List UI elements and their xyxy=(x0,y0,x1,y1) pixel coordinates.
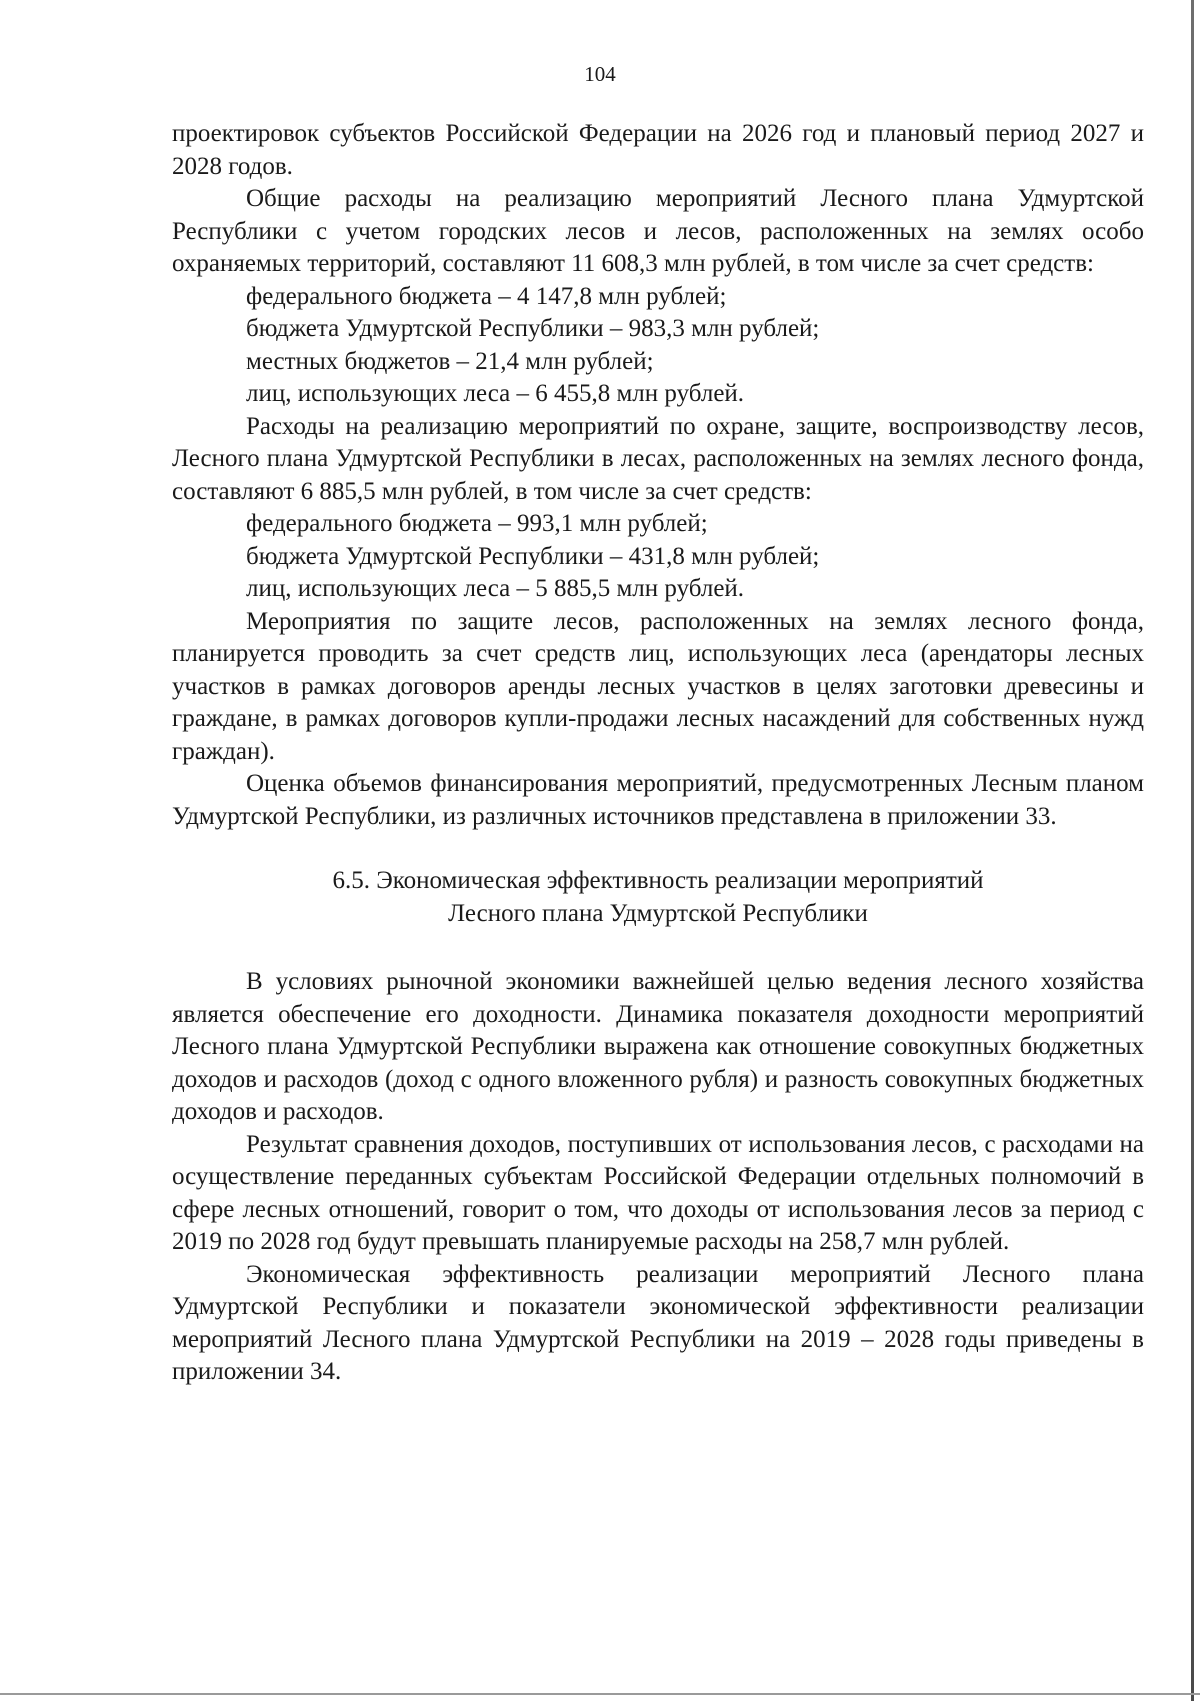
list-item: бюджета Удмуртской Республики – 983,3 млн рублей; xyxy=(246,315,820,342)
page-number: 104 xyxy=(584,62,616,86)
paragraph-economic-efficiency: Экономическая эффективность реализации мероприятий Лесного плана Удмуртской Республики и показатели экономической эффективности реализации мероприятий Лесного плана Удмуртской Республики на 2019 – 2028 годы приведены в приложении 34. xyxy=(172,1260,1144,1385)
paragraph-market-economy: В условиях рыночной экономики важнейшей целью ведения лесного хозяйства является обеспечение его доходности. Динамика показателя доходности мероприятий Лесного плана Удмуртской Республики выражена как отношение совокупных бюджетных доходов и расходов (доход с одного вложенного рубля) и разность совокупных бюджетных доходов и расходов. xyxy=(172,968,1144,1125)
list-item: федерального бюджета – 4 147,8 млн рублей; xyxy=(246,282,727,310)
paragraph-forest-fund-expenses: Расходы на реализацию мероприятий по охране, защите, воспроизводству лесов, Лесного плана Удмуртской Республики в лесах, расположенных на землях лесного фонда, составляют 6 885,5 млн рублей, в том числе за счет средств: xyxy=(172,412,1144,505)
paragraph-total-expenses: Общие расходы на реализацию мероприятий Лесного плана Удмуртской Республики с учетом городских лесов и лесов, расположенных на землях особо охраняемых территорий, составляют 11 608,3 млн рублей, в том числе за счет средств: xyxy=(172,185,1144,277)
list-item: лиц, использующих леса – 6 455,8 млн рублей. xyxy=(246,380,745,407)
list-item: лиц, использующих леса – 5 885,5 млн рублей. xyxy=(246,575,745,602)
section-heading-line: 6.5. Экономическая эффективность реализации мероприятий xyxy=(332,867,984,894)
document-body xyxy=(172,118,1144,1389)
list-item: местных бюджетов – 21,4 млн рублей; xyxy=(246,347,654,375)
scan-edge-right xyxy=(1191,0,1194,1701)
list-item: федерального бюджета – 993,1 млн рублей; xyxy=(246,510,708,537)
paragraph-financing-assessment: Оценка объемов финансирования мероприятий, предусмотренных Лесным планом Удмуртской Республики, из различных источников представлена в приложении 33. xyxy=(172,770,1144,830)
section-heading xyxy=(172,865,1144,930)
scan-edge-bottom xyxy=(0,1693,1200,1695)
paragraph-comparison-result: Результат сравнения доходов, поступивших от использования лесов, с расходами на осуществление переданных субъектам Российской Федерации отдельных полномочий в сфере лесных отношений, говорит о том, что доходы от использования лесов за период с 2019 по 2028 год будут превышать планируемые расходы на 258,7 млн рублей. xyxy=(172,1130,1144,1255)
paragraph-continuation: проектировок субъектов Российской Федерации на 2026 год и плановый период 2027 и 2028 годов. xyxy=(172,120,1144,180)
section-heading-line: Лесного плана Удмуртской Республики xyxy=(448,899,868,927)
paragraph-protection-measures: Мероприятия по защите лесов, расположенных на землях лесного фонда, планируется проводить за счет средств лиц, использующих леса (арендаторы лесных участков в рамках договоров аренды лесных участков в целях заготовки древесины и граждане, в рамках договоров купли-продажи лесных насаждений для собственных нужд граждан). xyxy=(172,607,1144,765)
list-item: бюджета Удмуртской Республики – 431,8 млн рублей; xyxy=(246,542,820,570)
